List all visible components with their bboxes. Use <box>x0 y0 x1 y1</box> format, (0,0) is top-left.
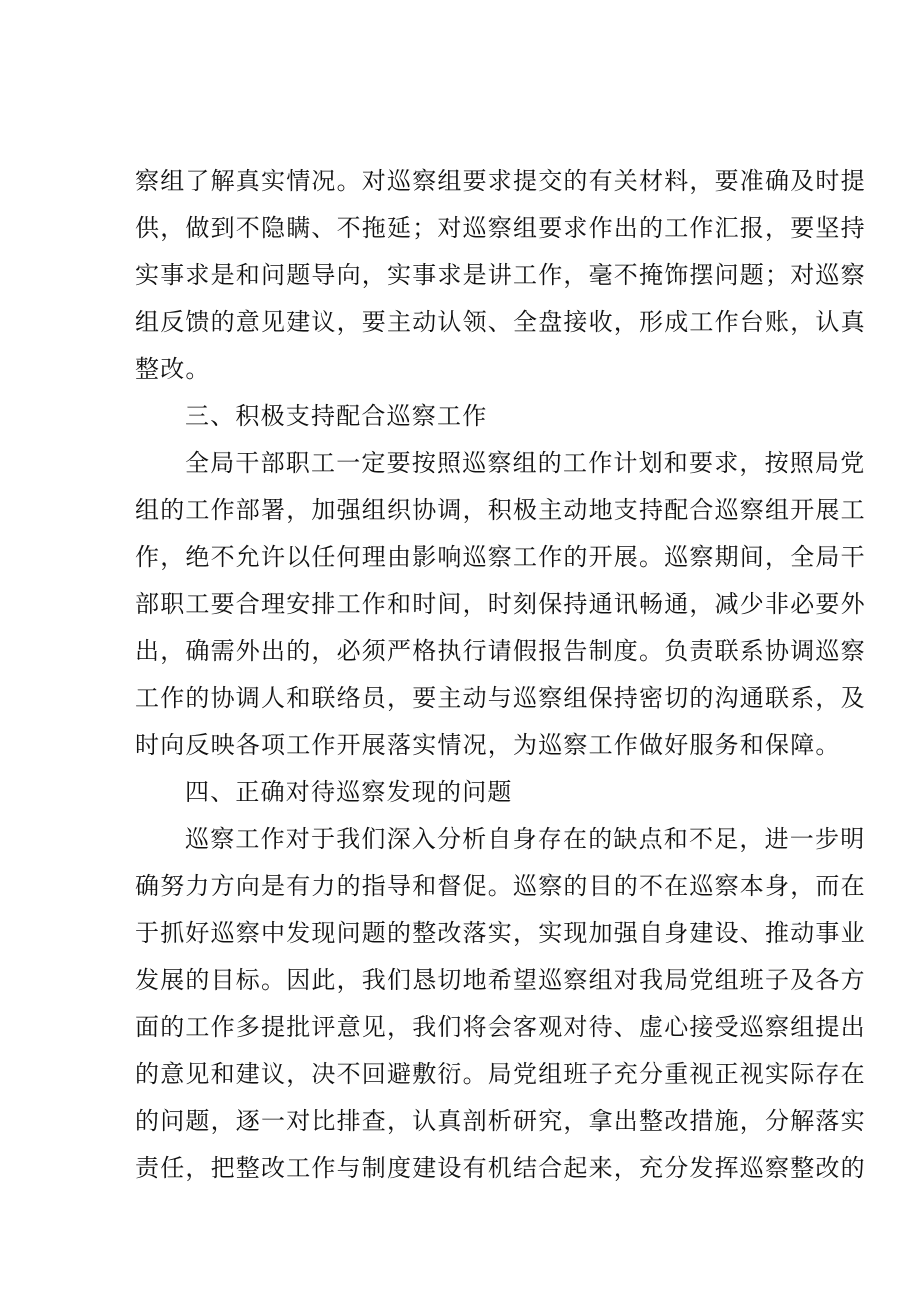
text-line: 察组了解真实情况。对巡察组要求提交的有关材料，要准确及时提 <box>135 167 866 195</box>
paragraph-support-cooperation <box>135 440 866 769</box>
document-body <box>135 158 866 1192</box>
text-line: 供，做到不隐瞒、不拖延；对巡察组要求作出的工作汇报，要坚持 <box>135 214 866 242</box>
text-line: 全局干部职工一定要按照巡察组的工作计划和要求，按照局党 <box>185 449 866 477</box>
text-line: 部职工要合理安排工作和时间，时刻保持通讯畅通，减少非必要外 <box>135 590 866 618</box>
text-line: 的意见和建议，决不回避敷衍。局党组班子充分重视正视实际存在 <box>135 1060 866 1088</box>
text-line: 出，确需外出的，必须严格执行请假报告制度。负责联系协调巡察 <box>135 637 866 665</box>
paragraph-correct-attitude <box>135 816 866 1192</box>
text-line: 面的工作多提批评意见，我们将会客观对待、虚心接受巡察组提出 <box>135 1013 866 1041</box>
text-line: 发展的目标。因此，我们恳切地希望巡察组对我局党组班子及各方 <box>135 966 866 994</box>
paragraph-continued <box>135 158 866 393</box>
text-line: 责任，把整改工作与制度建设有机结合起来，充分发挥巡察整改的 <box>135 1154 866 1182</box>
text-line: 确努力方向是有力的指导和督促。巡察的目的不在巡察本身，而在 <box>135 872 866 900</box>
text-line: 时向反映各项工作开展落实情况，为巡察工作做好服务和保障。 <box>135 731 841 759</box>
text-line: 于抓好巡察中发现问题的整改落实，实现加强自身建设、推动事业 <box>135 919 866 947</box>
text-line: 组的工作部署，加强组织协调，积极主动地支持配合巡察组开展工 <box>135 496 866 524</box>
text-line: 整改。 <box>135 355 211 383</box>
text-line: 实事求是和问题导向，实事求是讲工作，毫不掩饰摆问题；对巡察 <box>135 261 866 289</box>
text-line: 作，绝不允许以任何理由影响巡察工作的开展。巡察期间，全局干 <box>135 543 866 571</box>
text-line: 工作的协调人和联络员，要主动与巡察组保持密切的沟通联系，及 <box>135 684 866 712</box>
section-heading-3: 三、积极支持配合巡察工作 <box>185 402 488 430</box>
text-line: 巡察工作对于我们深入分析自身存在的缺点和不足，进一步明 <box>185 825 866 853</box>
section-heading-4: 四、正确对待巡察发现的问题 <box>185 778 513 806</box>
text-line: 的问题，逐一对比排查，认真剖析研究，拿出整改措施，分解落实 <box>135 1107 866 1135</box>
text-line: 组反馈的意见建议，要主动认领、全盘接收，形成工作台账，认真 <box>135 308 866 336</box>
